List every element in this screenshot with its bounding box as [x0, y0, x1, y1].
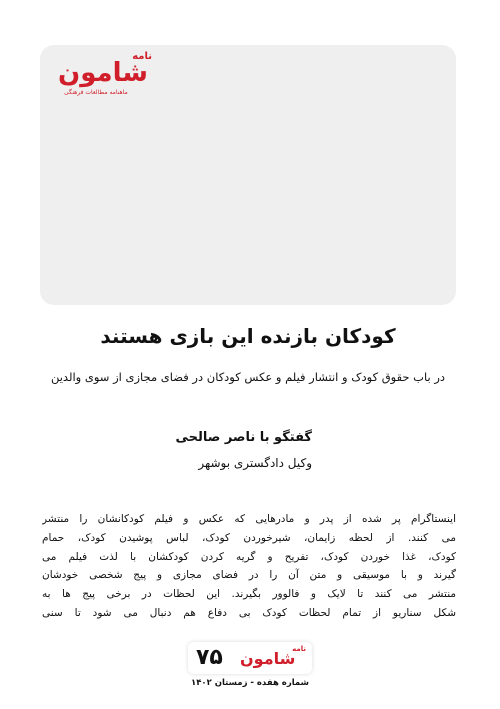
body-line: گیرند و با موسیقی و متن آن را در فضای مجازی و پیج شخصی خودشان: [42, 569, 456, 582]
body-line: منتشر می کنند تا لایک و فالوور بگیرند. این لحظات در برخی پیج ها به: [42, 588, 456, 601]
logo-wordmark: شامون: [58, 58, 148, 88]
footer-logo-prefix: نامه: [292, 645, 306, 653]
logo-prefix: نامه: [132, 51, 152, 62]
body-line: می کنند. از لحظه زایمان، شیرخوردن کودک، لباس پوشیدن کودک، حمام: [42, 531, 456, 544]
footer-logo: [240, 646, 306, 672]
footer-logo-wordmark: شامون: [240, 649, 296, 668]
logo-tagline: ماهنامه مطالعات فرهنگی: [64, 89, 128, 96]
page-footer-badge: [188, 642, 312, 674]
issue-info: شماره هفده - زمستان ۱۴۰۲: [191, 678, 309, 688]
interviewee-role: وکیل دادگستری بوشهر: [198, 456, 312, 470]
body-line: شکل سناریو از تمام لحظات کودک بی دفاع هم دنبال می شود تا سنی: [42, 606, 456, 619]
article-title: کودکان بازنده این بازی هستند: [100, 324, 396, 348]
magazine-logo: [58, 52, 154, 100]
article-subtitle: در باب حقوق کودک و انتشار فیلم و عکس کودکان در فضای مجازی از سوی والدین: [50, 370, 446, 384]
interview-byline: گفتگو با ناصر صالحی: [175, 430, 312, 445]
body-line: اینستاگرام پر شده از پدر و مادرهایی که عکس و فیلم کودکانشان را منتشر: [42, 513, 456, 525]
body-line: کودک، غذا خوردن کودک، تفریح و گریه کردن کودکشان با لذت فیلم می: [42, 550, 456, 563]
article-body: [42, 510, 456, 623]
page-number: ۷۵: [196, 645, 223, 670]
